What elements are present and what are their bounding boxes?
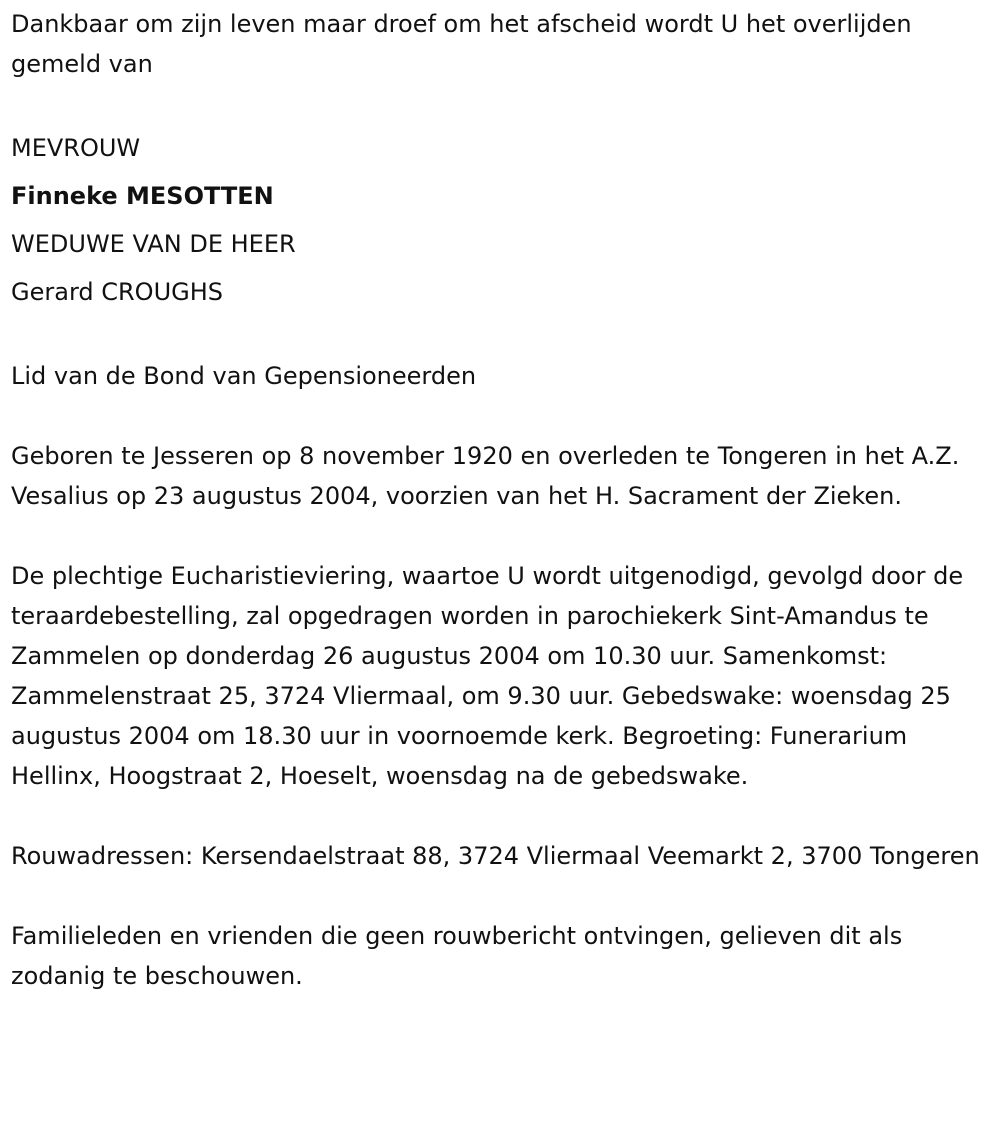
membership-text: Lid van de Bond van Gepensioneerden <box>11 362 477 390</box>
spouse-name: Gerard CROUGHS <box>11 278 224 306</box>
deceased-name: Finneke MESOTTEN <box>11 182 274 210</box>
intro-text: Dankbaar om zijn leven maar droef om het afscheid wordt U het overlijden gemeld van <box>11 10 912 78</box>
deceased-block <box>11 124 980 316</box>
title-line: MEVROUW <box>11 134 141 162</box>
addresses-text: Rouwadressen: Kersendaelstraat 88, 3724 Vliermaal Veemarkt 2, 3700 Tongeren <box>11 842 980 870</box>
relation-line: WEDUWE VAN DE HEER <box>11 230 296 258</box>
closing-text: Familieleden en vrienden die geen rouwbericht ontvingen, gelieven dit als zodanig te beschouwen. <box>11 922 903 990</box>
birth-death-text: Geboren te Jesseren op 8 november 1920 en overleden te Tongeren in het A.Z. Vesalius op 23 augustus 2004, voorzien van het H. Sacrament der Zieken. <box>11 442 960 510</box>
ceremony-text: De plechtige Eucharistieviering, waartoe U wordt uitgenodigd, gevolgd door de teraardebestelling, zal opgedragen worden in parochiekerk Sint-Amandus te Zammelen op donderdag 26 augustus 2004 om 10.30 uur. Samenkomst: Zammelenstraat 25, 3724 Vliermaal, om 9.30 uur. Gebedswake: woensdag 25 augustus 2004 om 18.30 uur in voornoemde kerk. Begroeting: Funerarium Hellinx, Hoogstraat 2, Hoeselt, woensdag na de gebedswake. <box>11 562 964 790</box>
